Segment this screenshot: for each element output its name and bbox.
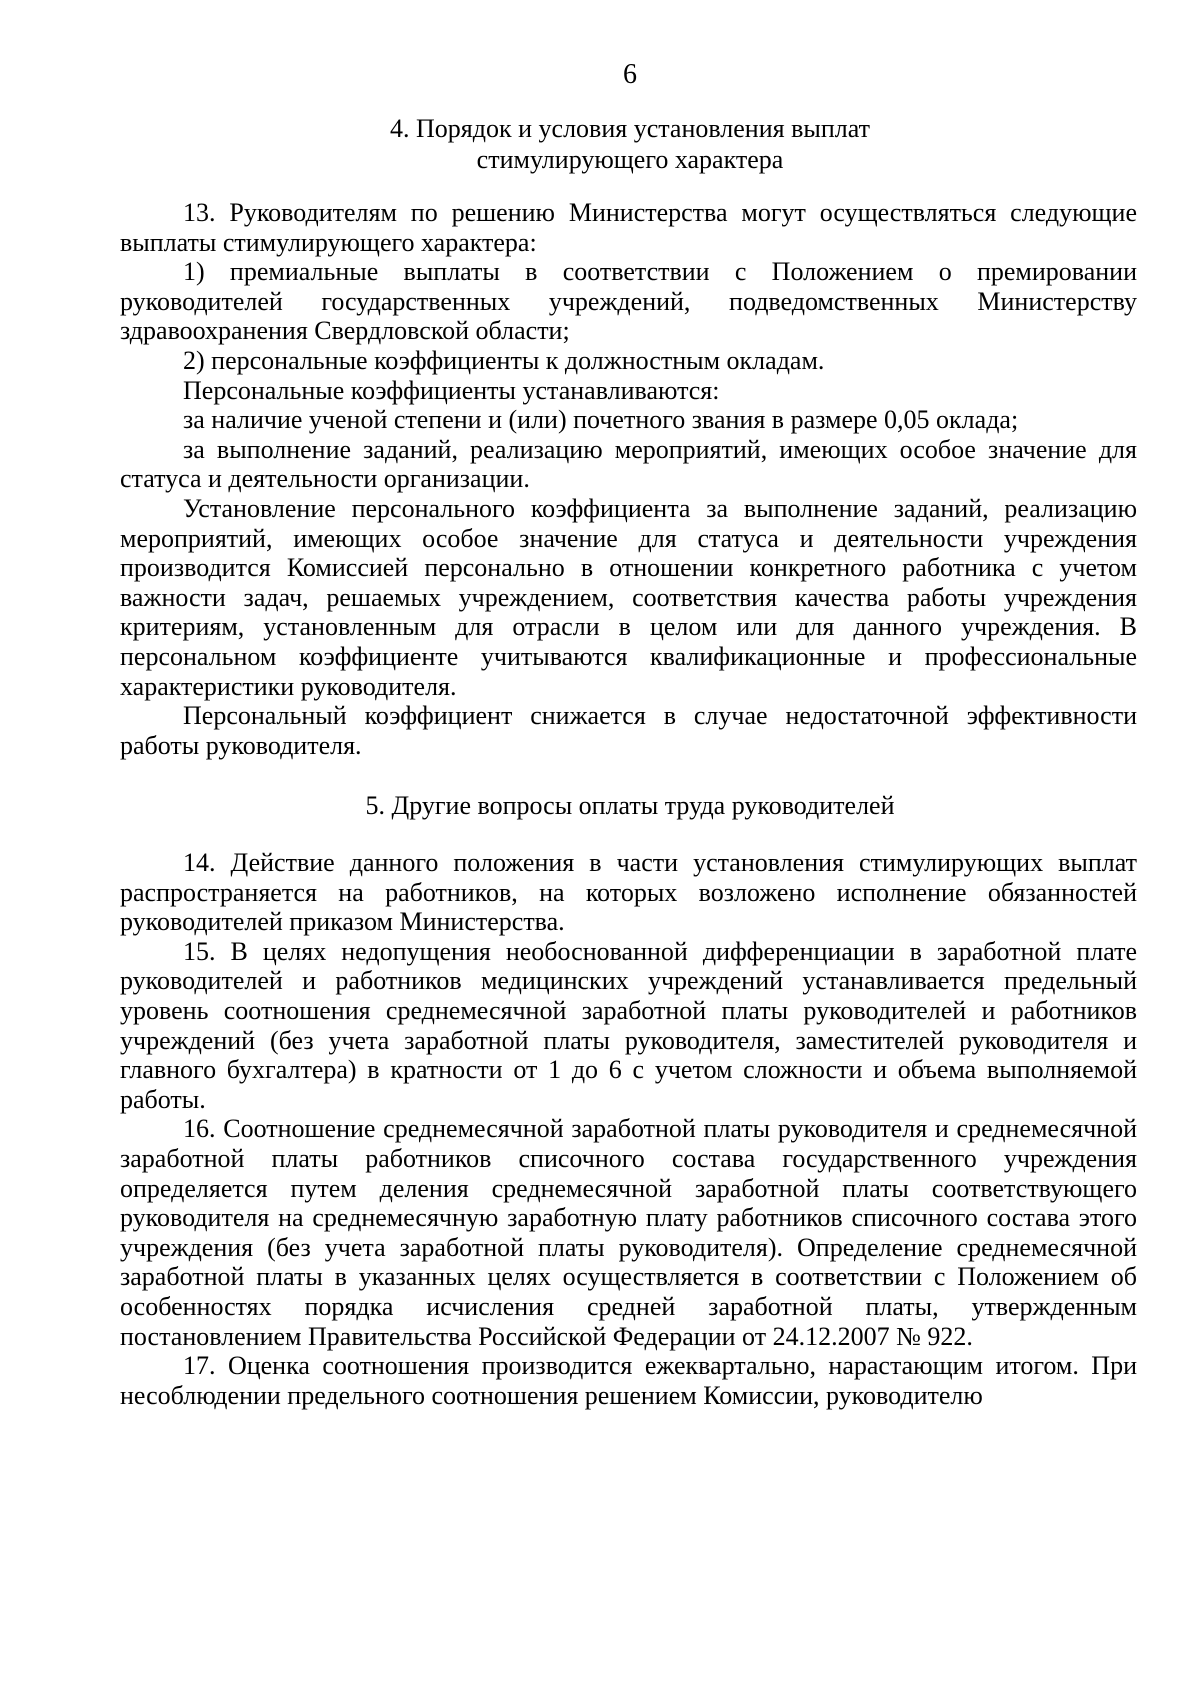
paragraph-13: 13. Руководителям по решению Министерства могут осуществляться следующие выплаты стимулирующего характера: (120, 198, 1137, 257)
section-5-body (120, 848, 1137, 1410)
section-5-heading: 5. Другие вопросы оплаты труда руководителей (365, 791, 895, 820)
section-4-heading-line-2: стимулирующего характера (476, 145, 784, 174)
coefficient-degree: за наличие ученой степени и (или) почетного звания в размере 0,05 оклада; (183, 405, 1019, 435)
list-item-2-coefficients: 2) персональные коэффициенты к должностным окладам. (183, 345, 825, 375)
coefficient-procedure: Установление персонального коэффициента за выполнение заданий, реализацию мероприятий, имеющих особое значение для статуса и деятельности учреждения производится Комиссией персонально в отношении конкретного работника с учетом важности задач, решаемых учреждением, соответствия качества работы учреждения критериям, установленным для отрасли в целом или для данного учреждения. В персональном коэффициенте учитываются квалификационные и профессиональные характеристики руководителя. (120, 493, 1137, 701)
paragraph-14: 14. Действие данного положения в части установления стимулирующих выплат распространяется на работников, на которых возложено исполнение обязанностей руководителей приказом Министерства. (120, 848, 1137, 937)
section-4-heading (120, 113, 1140, 175)
section-4-body (120, 198, 1137, 760)
list-item-1-bonuses: 1) премиальные выплаты в соответствии с Положением о премировании руководителей государственных учреждений, подведомственных Министерству здравоохранения Свердловской области; (120, 257, 1137, 346)
coefficient-tasks: за выполнение заданий, реализацию мероприятий, имеющих особое значение для статуса и деятельности организации. (120, 434, 1137, 494)
paragraph-16: 16. Соотношение среднемесячной заработной платы руководителя и среднемесячной заработной платы работников списочного состава государственного учреждения определяется путем деления среднемесячной заработной платы соответствующего руководителя на среднемесячную заработную плату работников списочного состава этого учреждения (без учета заработной платы руководителя). Определение среднемесячной заработной платы в указанных целях осуществляется в соответствии с Положением об особенностях порядка исчисления средней заработной платы, утвержденным постановлением Правительства Российской Федерации от 24.12.2007 № 922. (120, 1114, 1137, 1351)
coefficient-reduction: Персональный коэффициент снижается в случае недостаточной эффективности работы руководителя. (120, 701, 1137, 760)
paragraph-15: 15. В целях недопущения необоснованной дифференциации в заработной плате руководителей и работников медицинских учреждений устанавливается предельный уровень соотношения среднемесячной заработной платы руководителей и работников учреждений (без учета заработной платы руководителя, заместителей руководителя и главного бухгалтера) в кратности от 1 до 6 с учетом сложности и объема выполняемой работы. (120, 936, 1137, 1114)
paragraph-17: 17. Оценка соотношения производится ежеквартально, нарастающим итогом. При несоблюдении предельного соотношения решением Комиссии, руководителю (120, 1351, 1137, 1410)
page-number: 6 (623, 59, 637, 90)
coefficients-intro: Персональные коэффициенты устанавливаются: (183, 375, 720, 405)
section-4-heading-line-1: 4. Порядок и условия установления выплат (390, 114, 870, 143)
